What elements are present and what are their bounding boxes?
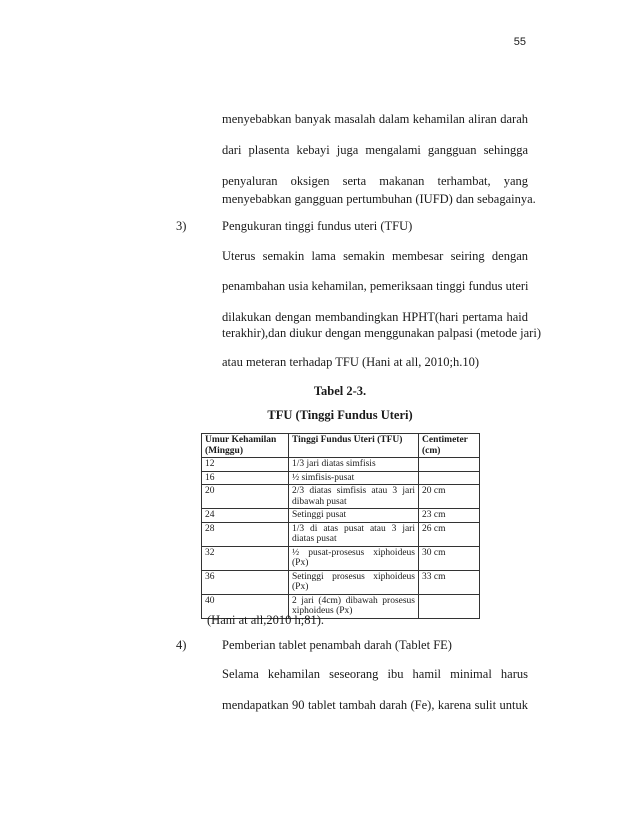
paragraph-line: Uterus semakin lama semakin membesar seiring dengan [222, 249, 528, 263]
table-cell: 16 [202, 471, 289, 485]
table-cell: 24 [202, 509, 289, 523]
section-title: Pengukuran tinggi fundus uteri (TFU) [222, 219, 413, 233]
table-cell: 2/3 diatas simfisis atau 3 jari dibawah pusat [289, 485, 419, 509]
table-cell: 1/3 di atas pusat atau 3 jari diatas pusat [289, 522, 419, 546]
table-cell: 23 cm [419, 509, 480, 523]
table-cell: 20 [202, 485, 289, 509]
table-header-row [202, 434, 480, 458]
table-cell: 2 jari (4cm) dibawah prosesus xiphoideus (Px) [289, 594, 419, 618]
section-number: 4) [176, 638, 187, 652]
table-row [202, 546, 480, 570]
table-cell: ½ simfisis-pusat [289, 471, 419, 485]
table-source: (Hani at all,2010 h;81). [207, 613, 324, 627]
table-row [202, 485, 480, 509]
table-cell: Setinggi prosesus xiphoideus (Px) [289, 570, 419, 594]
table-cell: 40 [202, 594, 289, 618]
paragraph-line: penyaluran oksigen serta makanan terhambat, yang [222, 174, 528, 188]
table-cell: Setinggi pusat [289, 509, 419, 523]
table-row [202, 570, 480, 594]
table-row [202, 471, 480, 485]
table-cell: 30 cm [419, 546, 480, 570]
table-row [202, 509, 480, 523]
page-number: 55 [513, 36, 526, 48]
column-header: Centimeter (cm) [419, 434, 480, 458]
table-cell: 20 cm [419, 485, 480, 509]
table-cell: 32 [202, 546, 289, 570]
table-cell [419, 594, 480, 618]
paragraph-line: atau meteran terhadap TFU (Hani at all, 2010;h.10) [222, 355, 479, 369]
column-header: Umur Kehamilan (Minggu) [202, 434, 289, 458]
table-cell: 33 cm [419, 570, 480, 594]
section-heading-3 [176, 218, 412, 234]
table-cell: ½ pusat-prosesus xiphoideus (Px) [289, 546, 419, 570]
table-row [202, 458, 480, 472]
paragraph-line: menyebabkan gangguan pertumbuhan (IUFD) dan sebagainya. [222, 192, 536, 206]
table-cell: 1/3 jari diatas simfisis [289, 458, 419, 472]
paragraph-line: penambahan usia kehamilan, pemeriksaan tinggi fundus uteri [222, 279, 529, 293]
paragraph-line: mendapatkan 90 tablet tambah darah (Fe), karena sulit untuk [222, 698, 528, 712]
table-row [202, 522, 480, 546]
table-cell: 28 [202, 522, 289, 546]
paragraph-line: menyebabkan banyak masalah dalam kehamilan aliran darah [222, 112, 528, 126]
paragraph-line: terakhir),dan diukur dengan menggunakan palpasi (metode jari) [222, 326, 541, 340]
section-heading-4 [176, 637, 452, 653]
table-cell [419, 458, 480, 472]
paragraph-line: dilakukan dengan membandingkan HPHT(hari pertama haid [222, 310, 528, 324]
section-number: 3) [176, 219, 187, 233]
table-title: TFU (Tinggi Fundus Uteri) [267, 408, 413, 422]
table-cell: 12 [202, 458, 289, 472]
section-title: Pemberian tablet penambah darah (Tablet FE) [222, 638, 452, 652]
paragraph-line: Selama kehamilan seseorang ibu hamil minimal harus [222, 667, 528, 681]
paragraph-line: dari plasenta kebayi juga mengalami gangguan sehingga [222, 143, 528, 157]
table-cell: 26 cm [419, 522, 480, 546]
table-label: Tabel 2-3. [313, 384, 367, 398]
tfu-table [201, 433, 480, 619]
table-cell: 36 [202, 570, 289, 594]
column-header: Tinggi Fundus Uteri (TFU) [289, 434, 419, 458]
table-cell [419, 471, 480, 485]
